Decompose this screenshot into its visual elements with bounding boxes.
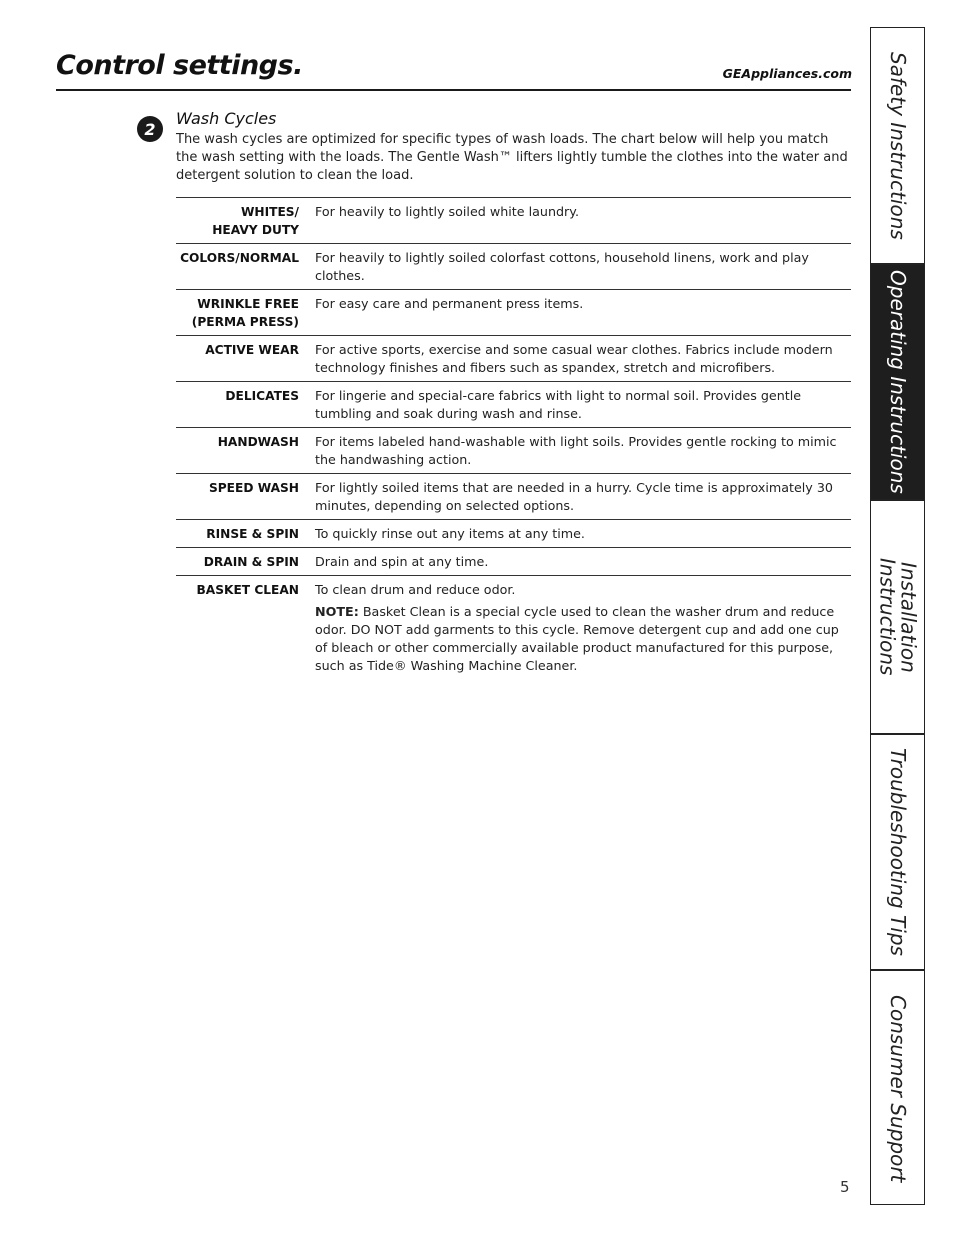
cycle-description-text: For heavily to lightly soiled white laundry.: [315, 204, 579, 219]
tab-troubleshooting-tips[interactable]: [871, 735, 924, 971]
cycle-row: [176, 336, 851, 382]
cycle-name: COLORS/NORMAL: [180, 251, 299, 265]
site-url: GEAppliances.com: [722, 66, 852, 81]
cycle-description-text: For lightly soiled items that are needed in a hurry. Cycle time is approximately 30 minutes, depending on selected options.: [315, 480, 833, 513]
cycle-name: RINSE & SPIN: [206, 527, 299, 541]
cycle-description: [307, 548, 851, 576]
cycle-description: [307, 576, 851, 680]
cycle-description-text: For easy care and permanent press items.: [315, 296, 584, 311]
tab-label: Troubleshooting Tips: [886, 748, 910, 956]
section-intro: The wash cycles are optimized for specific types of wash loads. The chart below will help you match the wash setting with the loads. The Gentle Wash™ lifters lightly tumble the clothes into the water and detergent solution to clean the load.: [176, 132, 848, 183]
cycle-name: SPEED WASH: [208, 481, 299, 495]
cycle-description-text: For items labeled hand-washable with light soils. Provides gentle rocking to mimic the handwashing action.: [315, 434, 837, 467]
cycle-description-text: To quickly rinse out any items at any time.: [315, 526, 585, 541]
note-text: Basket Clean is a special cycle used to clean the washer drum and reduce odor. DO NOT add garments to this cycle. Remove detergent cup and add one cup of bleach or other commercially available product manufactured for this purpose, such as Tide® Washing Machine Cleaner.: [315, 604, 839, 673]
tab-operating-instructions[interactable]: [871, 265, 924, 501]
cycle-description: [307, 382, 851, 428]
cycle-row: [176, 290, 851, 336]
tab-installation-instructions[interactable]: [871, 501, 924, 735]
cycle-description: [307, 290, 851, 336]
tab-label: Safety Instructions: [886, 51, 910, 240]
cycle-name: WRINKLE FREE (PERMA PRESS): [191, 297, 299, 329]
cycle-name: HANDWASH: [217, 435, 299, 449]
cycle-description: [307, 520, 851, 548]
cycle-name: BASKET CLEAN: [196, 583, 299, 597]
cycle-name: ACTIVE WEAR: [205, 343, 299, 357]
tab-label: Operating Instructions: [886, 270, 910, 494]
cycle-row: [176, 198, 851, 244]
cycle-name: WHITES/ HEAVY DUTY: [212, 205, 299, 237]
wash-cycles-table: [176, 197, 851, 679]
cycle-row: [176, 548, 851, 576]
cycle-row: [176, 520, 851, 548]
tab-label: Consumer Support: [886, 994, 910, 1183]
cycle-description: [307, 198, 851, 244]
section-title: Wash Cycles: [176, 109, 277, 128]
note-label: NOTE:: [315, 604, 359, 619]
cycle-name: DELICATES: [225, 389, 299, 403]
cycle-row: [176, 244, 851, 290]
cycle-description: [307, 336, 851, 382]
cycle-description: [307, 428, 851, 474]
cycle-description-text: For heavily to lightly soiled colorfast cottons, household linens, work and play clothes.: [315, 250, 809, 283]
section-tabs: [870, 27, 925, 1205]
page-title: Control settings.: [56, 50, 303, 81]
cycle-row: [176, 428, 851, 474]
cycle-description-text: For active sports, exercise and some casual wear clothes. Fabrics include modern technology finishes and fibers such as spandex, stretch and microfibers.: [315, 342, 833, 375]
step-number-badge: 2: [137, 116, 163, 142]
tab-safety-instructions[interactable]: [871, 28, 924, 265]
cycle-row: [176, 474, 851, 520]
title-divider: [56, 89, 851, 91]
page-number: 5: [840, 1178, 850, 1196]
tab-label: Installation Instructions: [875, 558, 921, 676]
cycle-description-text: To clean drum and reduce odor.: [315, 582, 516, 597]
cycle-description: [307, 244, 851, 290]
cycle-row: [176, 576, 851, 680]
cycle-note: [315, 603, 851, 675]
cycle-row: [176, 382, 851, 428]
tab-consumer-support[interactable]: [871, 971, 924, 1206]
cycle-description-text: Drain and spin at any time.: [315, 554, 489, 569]
cycle-description: [307, 474, 851, 520]
cycle-description-text: For lingerie and special-care fabrics with light to normal soil. Provides gentle tumbling and soak during wash and rinse.: [315, 388, 802, 421]
cycle-name: DRAIN & SPIN: [203, 555, 299, 569]
